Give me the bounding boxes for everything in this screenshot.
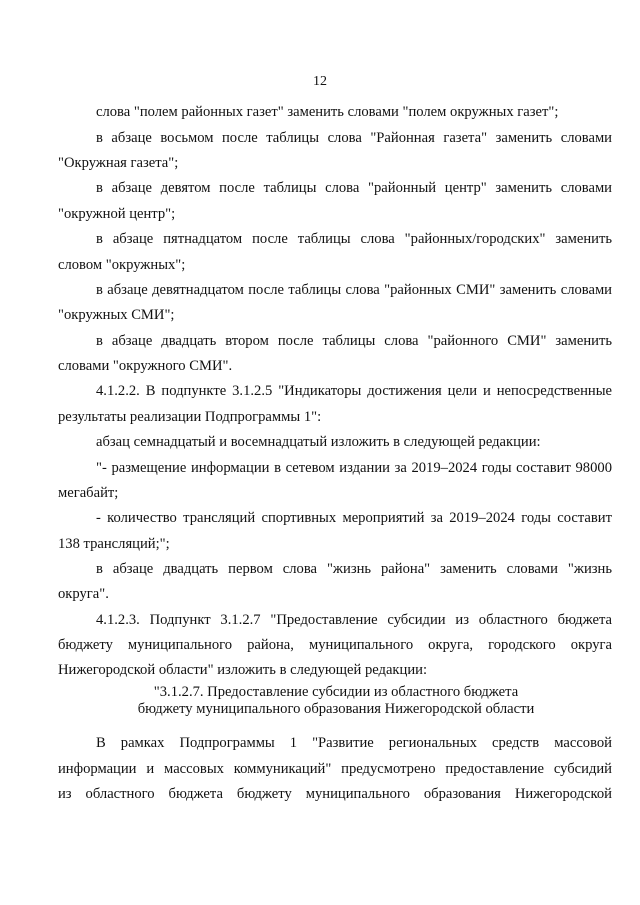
text-line: из областного бюджета бюджету муниципального образования Нижегородской: [58, 786, 612, 802]
text-line: округа".: [58, 586, 109, 602]
text-line: 4.1.2.2. В подпункте 3.1.2.5 "Индикаторы достижения цели и непосредственные: [96, 383, 612, 399]
text-line: - количество трансляций спортивных мероприятий за 2019–2024 годы составит: [96, 510, 612, 526]
heading-line: бюджету муниципального образования Нижегородской области: [137, 701, 535, 717]
text-line: словами "окружного СМИ".: [58, 358, 233, 374]
page-number: 12: [313, 74, 327, 89]
text-line: в абзаце девятом после таблицы слова "районный центр" заменить словами: [96, 180, 612, 196]
text-line: "окружных СМИ";: [58, 307, 175, 323]
text-line: 4.1.2.3. Подпункт 3.1.2.7 "Предоставление субсидии из областного бюджета: [96, 612, 612, 628]
text-line: "- размещение информации в сетевом издании за 2019–2024 годы составит 98000: [96, 460, 612, 476]
text-line: В рамках Подпрограммы 1 "Развитие региональных средств массовой: [96, 735, 612, 751]
text-line: в абзаце двадцать первом слова "жизнь района" заменить словами "жизнь: [96, 561, 612, 577]
text-line: абзац семнадцатый и восемнадцатый изложить в следующей редакции:: [96, 434, 541, 450]
text-line: слова "полем районных газет" заменить словами "полем окружных газет";: [96, 104, 559, 120]
text-line: в абзаце двадцать втором после таблицы слова "районного СМИ" заменить: [96, 333, 612, 349]
text-line: в абзаце пятнадцатом после таблицы слова "районных/городских" заменить: [96, 231, 612, 247]
text-line: "Окружная газета";: [58, 155, 179, 171]
text-line: в абзаце восьмом после таблицы слова "Районная газета" заменить словами: [96, 130, 612, 146]
text-line: мегабайт;: [58, 485, 119, 501]
text-line: 138 трансляций;";: [58, 536, 170, 552]
text-line: информации и массовых коммуникаций" предусмотрено предоставление субсидий: [58, 761, 612, 777]
text-line: "окружной центр";: [58, 206, 176, 222]
text-line: в абзаце девятнадцатом после таблицы слова "районных СМИ" заменить словами: [96, 282, 612, 298]
text-line: бюджету муниципального района, муниципального округа, городского округа: [58, 637, 612, 653]
text-line: словом "окружных";: [58, 257, 186, 273]
text-line: Нижегородской области" изложить в следующей редакции:: [58, 662, 428, 678]
heading-line: "3.1.2.7. Предоставление субсидии из областного бюджета: [153, 684, 519, 700]
text-line: результаты реализации Подпрограммы 1":: [58, 409, 322, 425]
